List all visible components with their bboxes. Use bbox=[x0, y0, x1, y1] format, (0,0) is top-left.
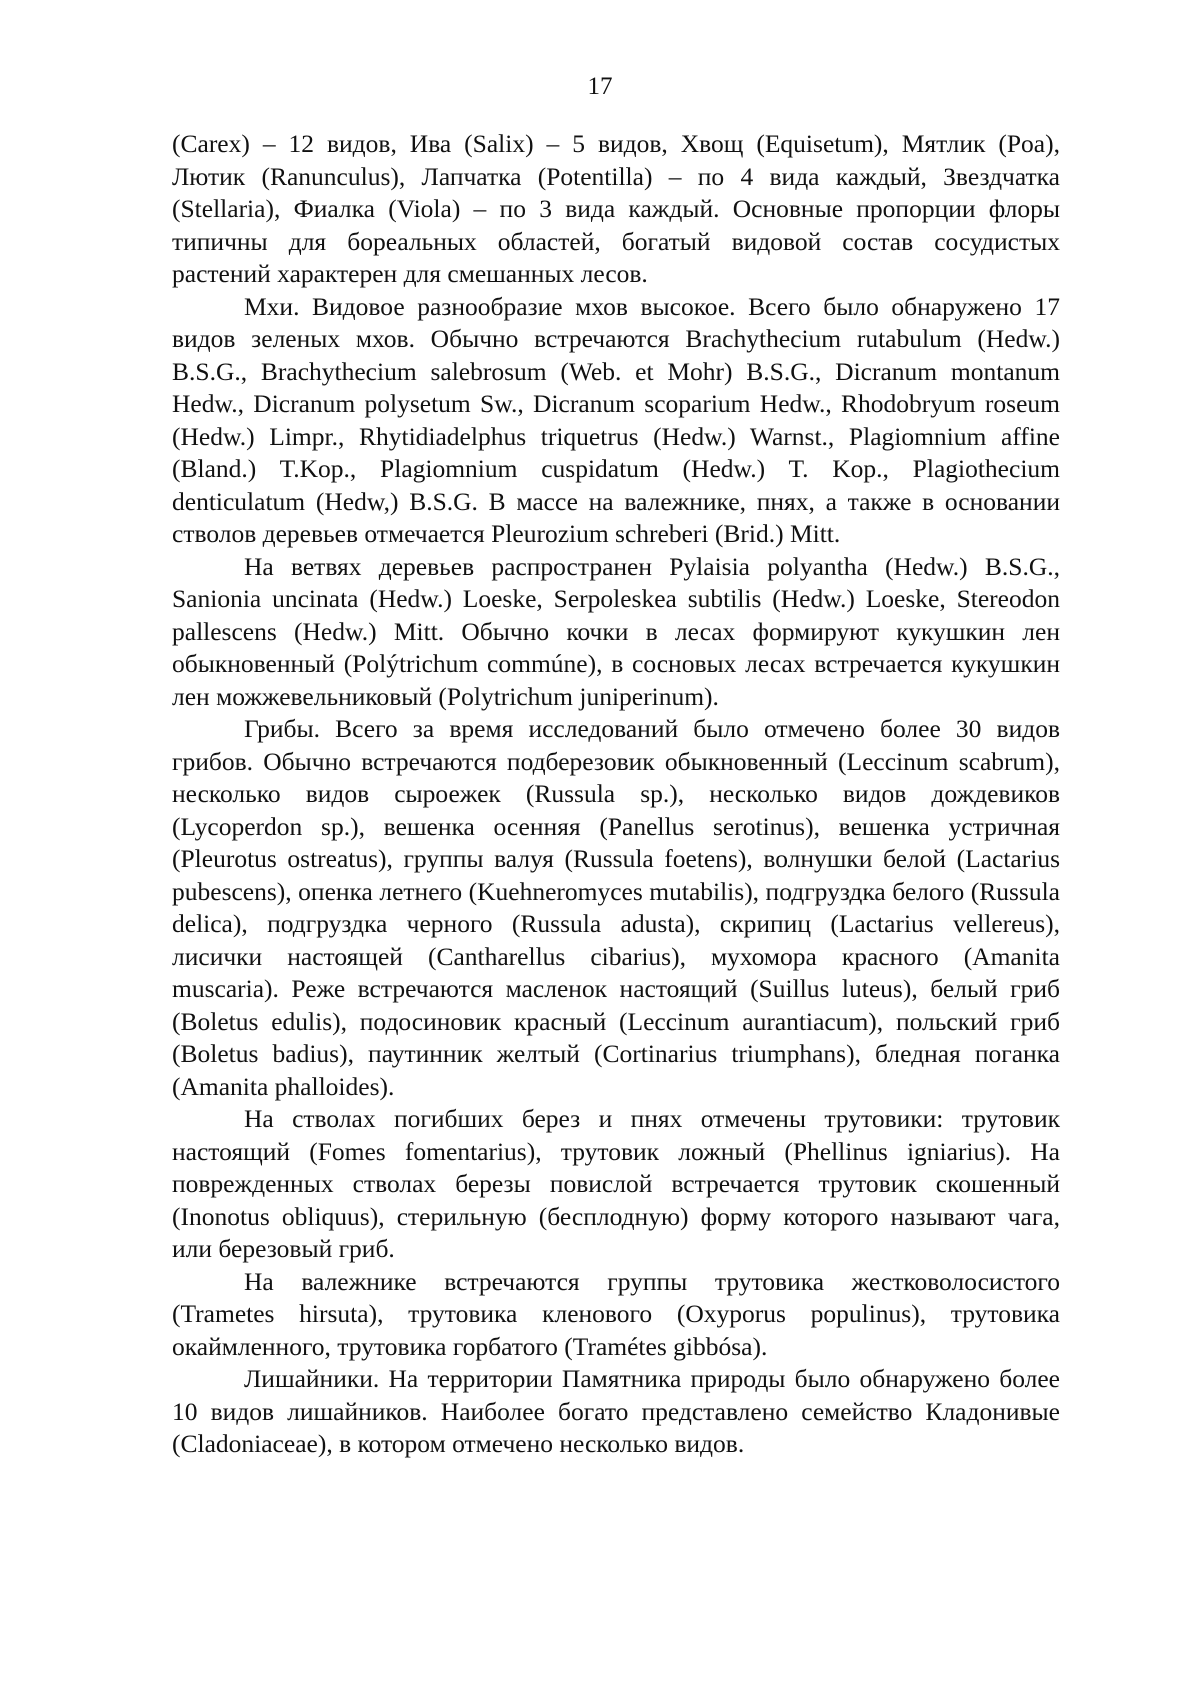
paragraph-lichens: Лишайники. На территории Памятника природы было обнаружено более 10 видов лишайников. Наиболее богато представлено семейство Кладонивые (Cladoniaceae), в котором отмечено несколько видов. bbox=[172, 1364, 1060, 1458]
paragraph-flora-continued: (Carex) – 12 видов, Ива (Salix) – 5 видов, Хвощ (Equisetum), Мятлик (Poa), Лютик (Ranunculus), Лапчатка (Potentilla) – по 4 вида каждый, Звездчатка (Stellaria), Фиалка (Viola) – по 3 вида каждый. Основные пропорции флоры типичны для бореальных областей, богатый видовой состав сосудистых растений характерен для смешанных лесов. bbox=[172, 129, 1060, 288]
paragraph-mosses: Мхи. Видовое разнообразие мхов высокое. Всего было обнаружено 17 видов зеленых мхов. Обычно встречаются Brachythecium rutabulum (Hedw.) B.S.G., Brachythecium salebrosum (Web. et Mohr) B.S.G., Dicranum montanum Hedw., Dicranum polysetum Sw., Dicranum scoparium Hedw., Rhodobryum roseum (Hedw.) Limpr., Rhytidiadelphus triquetrus (Hedw.) Warnst., Plagiomnium affine (Bland.) T.Kop., Plagiomnium cuspidatum (Hedw.) T. Kop., Plagiothecium denticulatum (Hedw,) B.S.G. В массе на валежнике, пнях, а также в основании стволов деревьев отмечается Pleurozium schreberi (Brid.) Mitt. bbox=[172, 291, 1060, 548]
document-body bbox=[172, 128, 1060, 1461]
page-number: 17 bbox=[587, 73, 613, 100]
paragraph-deadwood-fungi: На валежнике встречаются группы трутовика жестковолосистого (Trametes hirsuta), трутовика кленового (Oxyporus populinus), трутовика окаймленного, трутовика горбатого (Tramétes gibbósa). bbox=[172, 1266, 1060, 1361]
paragraph-fungi: Грибы. Всего за время исследований было отмечено более 30 видов грибов. Обычно встречаются подберезовик обыкновенный (Leccinum scabrum), несколько видов сыроежек (Russula sp.), несколько видов дождевиков (Lycoperdon sp.), вешенка осенняя (Panellus serotinus), вешенка устричная (Pleurotus ostreatus), группы валуя (Russula foetens), волнушки белой (Lactarius pubescens), опенка летнего (Kuehneromyces mutabilis), подгруздка белого (Russula delica), подгруздка черного (Russula adusta), скрипиц (Lactarius vellereus), лисички настоящей (Cantharellus cibarius), мухомора красного (Amanita muscaria). Реже встречаются масленок настоящий (Suillus luteus), белый гриб (Boletus edulis), подосиновик красный (Leccinum aurantiacum), польский гриб (Boletus badius), паутинник желтый (Cortinarius triumphans), бледная поганка (Amanita phalloides). bbox=[172, 714, 1060, 1101]
paragraph-epiphytic-mosses: На ветвях деревьев распространен Pylaisia polyantha (Hedw.) B.S.G., Sanionia uncinata (Hedw.) Loeske, Serpoleskea subtilis (Hedw.) Loeske, Stereodon pallescens (Hedw.) Mitt. Обычно кочки в лесах формируют кукушкин лен обыкновенный (Polýtrichum commúne), в сосновых лесах встречается кукушкин лен можжевельниковый (Polytrichum juniperinum). bbox=[172, 551, 1060, 711]
paragraph-tinder-fungi: На стволах погибших берез и пнях отмечены трутовики: трутовик настоящий (Fomes fomentarius), трутовик ложный (Phellinus igniarius). На поврежденных стволах березы повислой встречается трутовик скошенный (Inonotus obliquus), стерильную (бесплодную) форму которого называют чага, или березовый гриб. bbox=[172, 1104, 1060, 1263]
